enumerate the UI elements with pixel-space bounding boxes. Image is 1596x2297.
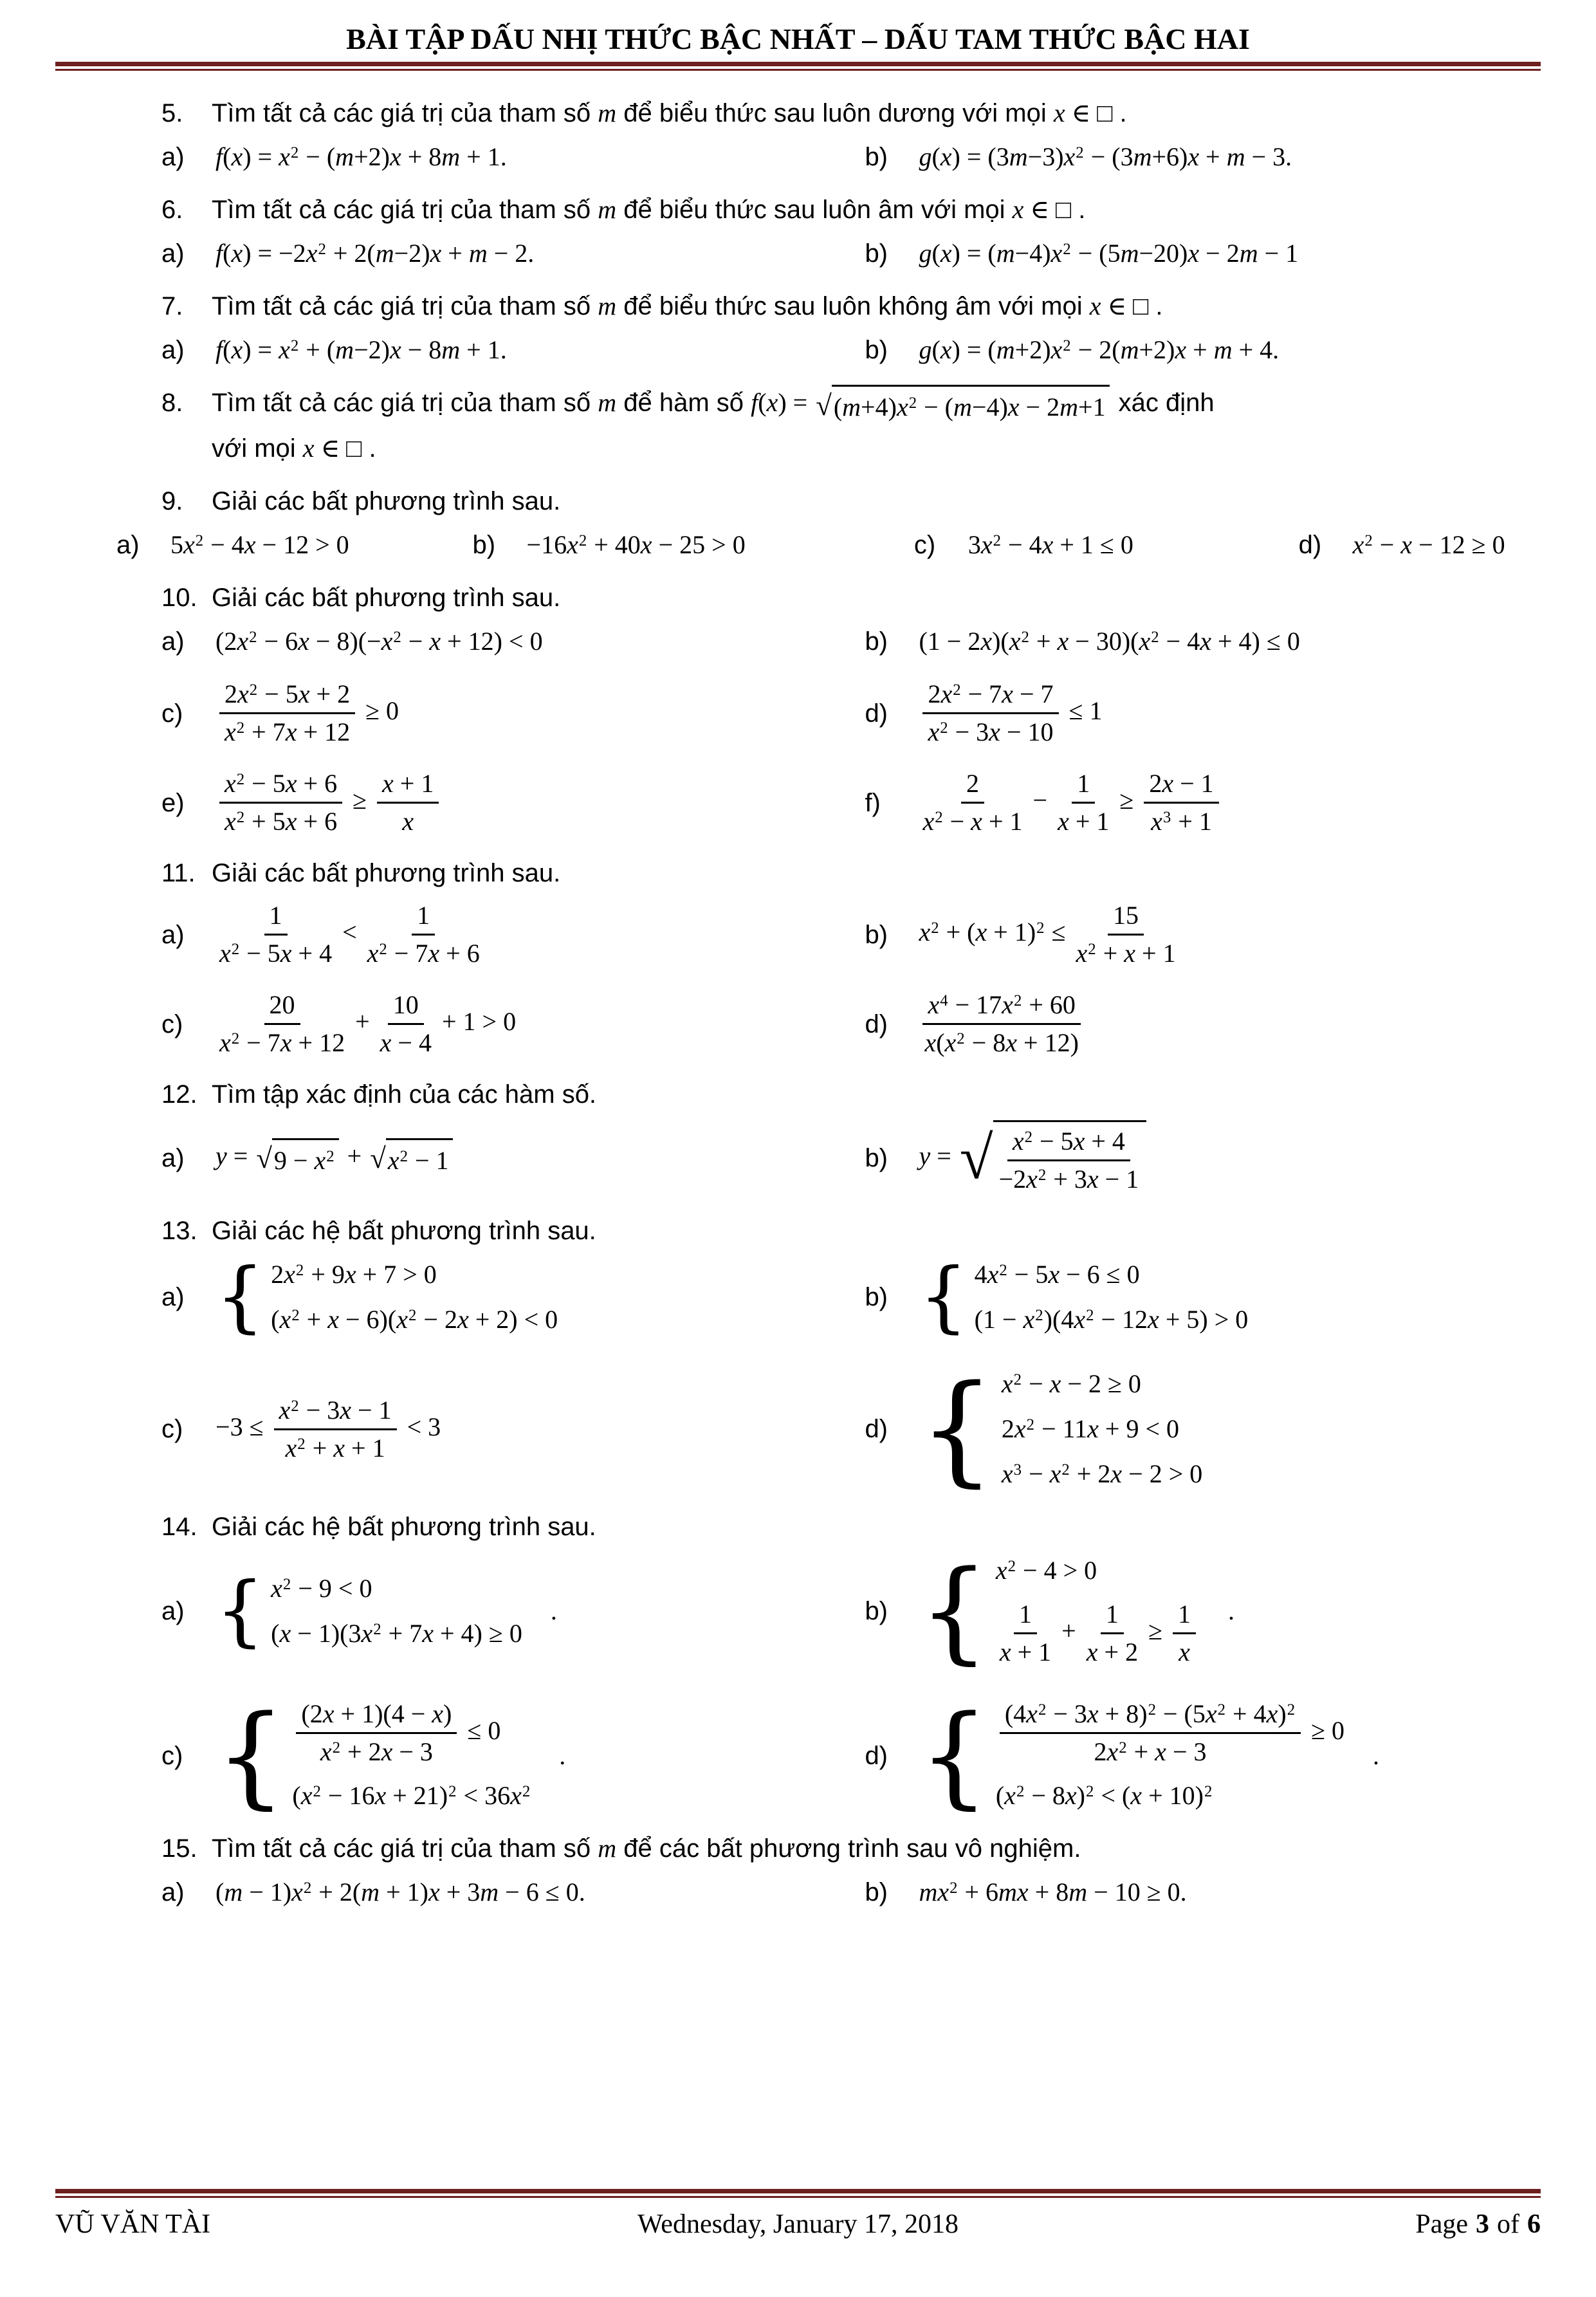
problem-statement: Giải các bất phương trình sau. [212, 487, 561, 516]
part-label: a) [161, 1596, 185, 1625]
system-lines [292, 1697, 531, 1814]
page-footer [55, 2189, 1541, 2244]
system-lines [975, 1257, 1249, 1338]
footer-rule [55, 2189, 1541, 2198]
part-label: b) [472, 531, 496, 560]
problem-statement-row [55, 288, 1541, 324]
problem-statement: Giải các bất phương trình sau. [212, 859, 561, 888]
system-line: $\frac{1}{x + 1}$ + $\frac{1}{x + 2}$ ≥ $\frac{1}{x}$ [996, 1598, 1200, 1669]
system-lines [996, 1697, 1344, 1814]
left-brace-icon: { [216, 1252, 265, 1342]
problem-number: 11. [161, 859, 196, 888]
part-c [161, 1394, 865, 1465]
part-b [865, 235, 1541, 272]
inequality-system [919, 1252, 1249, 1342]
part-a [161, 899, 865, 970]
parts [55, 1874, 1541, 1910]
problem-number: 8. [161, 389, 183, 418]
math-formula: $\frac{20}{x^2 - 7x + 12}$ + $\frac{10}{x - 4}$ + 1 > 0 [219, 990, 517, 1058]
parts [55, 623, 1541, 838]
part-label: b) [865, 336, 888, 365]
part-label: d) [865, 1415, 888, 1444]
parts [55, 899, 1541, 1060]
math-formula: $x^2 + (x + 1)^2$ ≤ $\frac{15}{x^2 + x + 1}$ [919, 901, 1176, 968]
problem-5 [55, 95, 1541, 175]
left-brace-icon: { [919, 1359, 995, 1499]
part-c [161, 988, 865, 1060]
part-a [161, 332, 865, 368]
part-d [1299, 527, 1541, 563]
part-label: e) [161, 788, 185, 817]
problem-number: 12. [161, 1080, 197, 1109]
part-label: d) [1298, 531, 1322, 560]
problem-statement: Tìm tất cả các giá trị của tham số m để biểu thức sau luôn không âm với mọi x ∈ □ . [212, 291, 1163, 321]
part-label: a) [161, 239, 185, 268]
part-b [865, 1120, 1541, 1196]
math-formula: $\frac{2}{x^2 - x + 1}$ − $\frac{1}{x + 1}$ ≥ $\frac{2x - 1}{x^3 + 1}$ [919, 767, 1222, 838]
page-total: 6 [1527, 2209, 1541, 2239]
system-lines [996, 1553, 1200, 1669]
math-formula: $f(x) = x^2 - (m+2)x + 8m + 1$. [216, 142, 507, 172]
number-spacer [161, 430, 212, 466]
system-line: $(1 - x^2)(4x^2 - 12x + 5) > 0$ [974, 1305, 1249, 1334]
part-b [865, 623, 1541, 660]
problem-12 [55, 1076, 1541, 1196]
math-formula: y = √ $\frac{x^2 - 5x + 4}{-2x^2 + 3x - 1}$ [919, 1120, 1148, 1196]
part-b [473, 527, 914, 563]
parts [55, 1120, 1541, 1196]
math-formula: $\frac{x^4 - 17x^2 + 60}{x(x^2 - 8x + 12)}$ [919, 988, 1084, 1060]
problem-statement-row [55, 855, 1541, 891]
part-b [865, 332, 1541, 368]
problem-number: 15. [161, 1834, 197, 1863]
part-d [865, 678, 1541, 749]
parts [55, 139, 1541, 175]
part-label: a) [161, 627, 185, 656]
math-formula: $mx^2 + 6mx + 8m - 10 \ge 0$. [919, 1877, 1187, 1907]
math-formula: $3x^2 - 4x + 1 \le 0$ [968, 530, 1133, 560]
part-label: a) [161, 143, 185, 172]
problem-statement: Giải các bất phương trình sau. [212, 584, 561, 613]
problem-number: 9. [161, 487, 183, 516]
system-lines [271, 1257, 558, 1338]
part-label: a) [116, 531, 140, 560]
part-label: d) [865, 699, 888, 728]
footer-author: VŨ VĂN TÀI [55, 2209, 211, 2239]
inequality-system [216, 1565, 522, 1656]
part-e [161, 767, 865, 838]
inequality-system [919, 1359, 1203, 1499]
parts [55, 527, 1541, 563]
math-formula: $(1 - 2x)(x^2 + x - 30)(x^2 - 4x + 4) \le 0$ [919, 627, 1300, 656]
part-b [865, 1252, 1541, 1342]
part-c [161, 1691, 865, 1821]
part-c [161, 678, 865, 749]
inequality-system [919, 1691, 1345, 1821]
part-label: b) [865, 920, 888, 949]
part-label: b) [865, 239, 888, 268]
part-a [161, 1138, 865, 1179]
problem-statement-row [55, 1831, 1541, 1867]
part-label: c) [161, 1010, 183, 1038]
system-line: $2x^2 + 9x + 7 > 0$ [271, 1260, 437, 1289]
system-line: $x^2 - 4 > 0$ [995, 1556, 1097, 1585]
problem-statement: Tìm tất cả các giá trị của tham số m để hàm số f(x) = √ $(m+4)x^2 - (m-4)x - 2m+1$ xác định [212, 385, 1541, 425]
system-line: $\frac{(4x^2 - 3x + 8)^2 - (5x^2 + 4x)^2}{2x^2 + x - 3}$ ≥ 0 [996, 1697, 1344, 1769]
parts [55, 332, 1541, 368]
part-label: a) [161, 336, 185, 365]
tail-period: . [1373, 1740, 1380, 1770]
problem-statement-row [55, 385, 1541, 425]
part-label: a) [161, 1144, 185, 1173]
part-a [161, 1252, 865, 1342]
system-lines [1002, 1366, 1202, 1492]
problem-statement-row [55, 1213, 1541, 1249]
problem-15 [55, 1831, 1541, 1910]
system-line: $x^2 - x - 2 \ge 0$ [1001, 1369, 1141, 1399]
problem-statement: Tìm tất cả các giá trị của tham số m để các bất phương trình sau vô nghiệm. [212, 1834, 1081, 1863]
part-a [116, 527, 473, 563]
part-label: f) [865, 788, 881, 817]
part-label: b) [865, 627, 888, 656]
part-d [865, 1359, 1541, 1499]
problem-number: 13. [161, 1217, 197, 1246]
tail-period: . [1228, 1596, 1235, 1625]
part-label: b) [865, 143, 888, 172]
part-label: a) [161, 1283, 185, 1312]
problem-number: 5. [161, 99, 183, 128]
page-header [55, 19, 1541, 71]
problem-11 [55, 855, 1541, 1060]
page-title: BÀI TẬP DẤU NHỊ THỨC BẬC NHẤT – DẤU TAM THỨC BẬC HAI [346, 23, 1250, 55]
part-a [161, 1874, 865, 1910]
part-d [865, 988, 1541, 1060]
problem-statement-row [55, 95, 1541, 131]
system-line: $2x^2 - 11x + 9 < 0$ [1001, 1414, 1180, 1444]
problem-14 [55, 1509, 1541, 1821]
left-brace-icon: { [216, 1691, 286, 1821]
math-formula: $\frac{1}{x^2 - 5x + 4}$ < $\frac{1}{x^2 - 7x + 6}$ [219, 901, 480, 968]
part-label: d) [865, 1741, 888, 1770]
problem-statement: Giải các hệ bất phương trình sau. [212, 1217, 596, 1246]
system-line: $(x - 1)(3x^2 + 7x + 4) \ge 0$ [271, 1618, 522, 1648]
math-formula: $f(x) = -2x^2 + 2(m-2)x + m - 2$. [216, 239, 535, 268]
math-formula: $\frac{2x^2 - 5x + 2}{x^2 + 7x + 12}$ ≥ 0 [216, 678, 399, 749]
system-line: $x^2 - 9 < 0$ [271, 1573, 372, 1603]
problem-10 [55, 580, 1541, 838]
problem-statement-row [55, 580, 1541, 616]
page-label: Page [1415, 2209, 1468, 2239]
problem-number: 6. [161, 196, 183, 225]
math-formula: $g(x) = (m+2)x^2 - 2(m+2)x + m + 4$. [919, 335, 1280, 365]
parts [55, 235, 1541, 272]
parts [55, 1546, 1541, 1821]
part-label: b) [865, 1596, 888, 1625]
system-line: $(x^2 - 16x + 21)^2 < 36x^2$ [292, 1781, 531, 1811]
part-label: c) [161, 699, 183, 728]
part-label: b) [865, 1878, 888, 1907]
math-formula: $g(x) = (m-4)x^2 - (5m-20)x - 2m - 1$ [919, 239, 1299, 268]
worksheet-content [55, 71, 1541, 1910]
part-a [161, 235, 865, 272]
system-lines [271, 1571, 522, 1652]
left-brace-icon: { [919, 1252, 968, 1342]
part-label: b) [865, 1283, 888, 1312]
problem-13 [55, 1213, 1541, 1499]
footer-row [55, 2206, 1541, 2244]
math-formula: $5x^2 - 4x - 12 > 0$ [170, 530, 349, 560]
part-label: c) [913, 531, 936, 560]
system-line: $x^3 - x^2 + 2x - 2 > 0$ [1001, 1459, 1203, 1489]
part-label: a) [161, 920, 185, 949]
part-label: c) [161, 1415, 183, 1444]
math-formula: $\frac{x^2 - 5x + 6}{x^2 + 5x + 6}$ ≥ $\frac{x + 1}{x}$ [216, 767, 443, 838]
left-brace-icon: { [919, 1546, 989, 1676]
part-label: a) [161, 1878, 185, 1907]
left-brace-icon: { [919, 1691, 989, 1821]
part-f [865, 767, 1541, 838]
part-b [865, 139, 1541, 175]
system-line: $4x^2 - 5x - 6 \le 0$ [974, 1260, 1140, 1289]
tail-period: . [559, 1740, 566, 1770]
problem-statement-row [55, 192, 1541, 228]
math-formula: $f(x) = x^2 + (m-2)x - 8m + 1$. [216, 335, 507, 365]
math-formula: $-16x^2 + 40x - 25 > 0$ [526, 530, 746, 560]
problem-number: 10. [161, 584, 197, 613]
problem-statement: Tìm tập xác định của các hàm số. [212, 1080, 597, 1109]
part-label: c) [161, 1741, 183, 1770]
page-of-label: of [1497, 2209, 1519, 2239]
part-a [161, 623, 865, 660]
problem-statement-continued: với mọi x ∈ □ . [212, 434, 376, 463]
part-d [865, 1691, 1541, 1821]
problem-statement-row [55, 1076, 1541, 1112]
page-indicator [1415, 2206, 1541, 2244]
inequality-system [919, 1546, 1200, 1676]
math-formula: −3 ≤ $\frac{x^2 - 3x - 1}{x^2 + x + 1}$ < 3 [216, 1395, 441, 1462]
problem-number: 14. [161, 1513, 197, 1542]
footer-date: Wednesday, January 17, 2018 [637, 2209, 959, 2239]
part-b [865, 1546, 1541, 1676]
system-line: $(x^2 - 8x)^2 < (x + 10)^2$ [995, 1781, 1213, 1811]
tail-period: . [550, 1596, 557, 1625]
system-line: $(x^2 + x - 6)(x^2 - 2x + 2) < 0$ [271, 1305, 558, 1334]
problem-statement: Tìm tất cả các giá trị của tham số m để biểu thức sau luôn dương với mọi x ∈ □ . [212, 98, 1127, 128]
math-formula: $(2x^2 - 6x - 8)(-x^2 - x + 12) < 0$ [216, 627, 543, 656]
parts [55, 1252, 1541, 1499]
part-a [161, 139, 865, 175]
math-formula: y = √ $9 - x^2$ + √ $x^2 - 1$ [216, 1138, 455, 1179]
inequality-system [216, 1252, 558, 1342]
problem-8 [55, 385, 1541, 466]
problem-statement: Tìm tất cả các giá trị của tham số m để biểu thức sau luôn âm với mọi x ∈ □ . [212, 195, 1086, 225]
part-label: b) [865, 1144, 888, 1173]
problem-statement-row [55, 483, 1541, 519]
problem-statement-row [55, 1509, 1541, 1545]
math-formula: $g(x) = (3m-3)x^2 - (3m+6)x + m - 3$. [919, 142, 1292, 172]
problem-statement: Giải các hệ bất phương trình sau. [212, 1513, 596, 1542]
problem-6 [55, 192, 1541, 272]
math-formula: $x^2 - x - 12 \ge 0$ [1352, 530, 1505, 560]
problem-number: 7. [161, 292, 183, 321]
problem-9 [55, 483, 1541, 563]
math-formula: $(m - 1)x^2 + 2(m + 1)x + 3m - 6 \le 0$. [216, 1877, 585, 1907]
page-number: 3 [1476, 2209, 1489, 2239]
left-brace-icon: { [216, 1565, 265, 1656]
part-a [161, 1565, 865, 1656]
system-line: $\frac{(2x + 1)(4 - x)}{x^2 + 2x - 3}$ ≤ 0 [292, 1697, 500, 1769]
problem-7 [55, 288, 1541, 368]
part-label: d) [865, 1010, 888, 1038]
part-c [914, 527, 1299, 563]
part-b [865, 899, 1541, 970]
problem-statement-row-2 [55, 430, 1541, 466]
inequality-system [216, 1691, 531, 1821]
part-b [865, 1874, 1541, 1910]
header-rule [55, 62, 1541, 71]
math-formula: $\frac{2x^2 - 7x - 7}{x^2 - 3x - 10}$ ≤ 1 [919, 678, 1102, 749]
